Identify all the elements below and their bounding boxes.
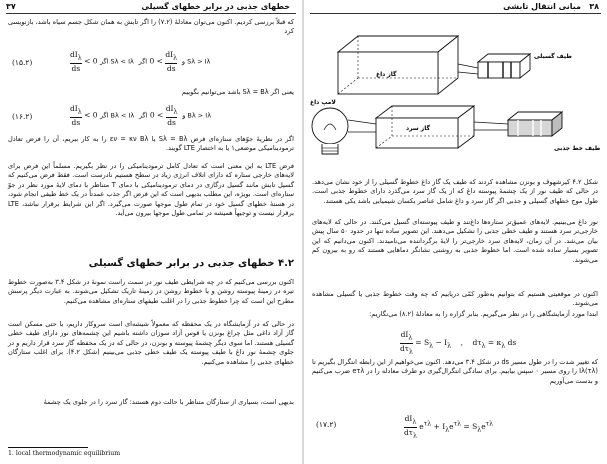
emission-spectrum-label: طیف گسیلی: [534, 53, 572, 60]
cold-gas-label: گاز سرد: [406, 125, 430, 132]
equation-15-2: $\frac{dI_\lambda}{ds}$ < 0 اگر Sλ < Iλ و $\frac{dI_\lambda}{ds}$ > 0 اگر Sλ > Iλ: [70, 50, 211, 73]
kirchhoff-bunsen-figure: [308, 18, 603, 170]
absorption-spectrum-label: طیف خط جذبی: [554, 145, 601, 152]
right-page: [304, 0, 607, 464]
equation-number: (۱۶.۲): [12, 112, 33, 121]
bridge-line: یعنی اگر Sλ = Bλ باشد می‌توانیم بگوییم: [181, 88, 294, 96]
hot-gas-box: [338, 36, 458, 94]
header-rule: [310, 13, 601, 14]
ray-line: [458, 72, 478, 74]
absorption-spectrum-panel: [508, 112, 562, 136]
equation-transfer: $\frac{dI_\lambda}{d\tau_\lambda}$ = $S_\lambda - I_\lambda$ , $d\tau_\lambda = \kappa_\lambda$ ds: [400, 330, 517, 355]
running-header: مبانی انتقال تابشی: [503, 2, 581, 11]
footnote: 1. local thermodynamic equilibrium: [8, 450, 121, 457]
paragraph-quantitative: اکنون در موقعیتی هستیم که بتوانیم به‌طور کمّی دریابیم که چه وقت خطوط جذبی یا گسیلی مشاهده می‌شوند.: [312, 290, 598, 308]
left-page: [0, 0, 302, 464]
page-number: ۳۸: [589, 2, 599, 11]
ray-line: [348, 120, 376, 124]
page-number: ۳۷: [6, 2, 16, 11]
paragraph-continuation: بدیهی است، بسیاری از ستارگان متناظر با حالت دوم هستند: گاز سرد را در جلوی یک چشمهٔ: [43, 398, 294, 406]
paragraph-lab-sources: در حالی که در آزمایشگاه در یک محفظه که معمولاً شیشه‌ای است سروکار داریم، یا حتی مسکن است گاز آزاد داغی مثل چراغ بونزن یا قوس آزاد سوزان داشته باشیم این چشمه‌های نور دارای طیف خطی گسیلی هستند. اما سوی دیگر چشمهٔ پیوسته و بونزن، در حالی که در یک محفظه گاز سرد قرار داریم و در جلوی چشمهٔ نور داغ با طیف پیوسته یک طیف خطی جذبی می‌بینیم (شکل ۴.۲). برای اغلب ستارگان خطهای جذبی را مشاهده می‌کنیم.: [8, 320, 294, 366]
paragraph-section-intro: اکنون بررسی می‌کنیم که در چه شرایطی طیف نور در سمت راست نمونهٔ در شکل ۳.۴ به‌صورت خطوط تیره در زمینهٔ پیوسته روشن و یا خطوط روشن در زمینهٔ تاریک تشکیل می‌شوند. به عبارت دیگر پرسش مطرح این است که چرا خطوط جذبی را در اغلب طیفهای ستاره‌ای مشاهده می‌کنیم.: [8, 278, 294, 305]
emission-spectrum-panel: [478, 54, 530, 78]
equation-16-2: $\frac{dI_\lambda}{ds}$ < 0 اگر Bλ < Iλ و $\frac{dI_\lambda}{ds}$ > 0 اگر Bλ > Iλ: [70, 104, 212, 127]
footnote-rule: [8, 447, 88, 448]
equation-17-2: $\frac{dI_\lambda}{d\tau_\lambda}$ $e^{\tau\lambda} + I_\lambda e^{\tau\lambda} = S_\lambda e^{\tau\lambda}$: [404, 414, 494, 439]
paragraph-reversing-layer: نور داغ می‌بینیم. لایه‌های عمیق‌تر ستاره‌ها داغ‌تند و طیف پیوسته‌ای گسیل می‌کنند. در حالی که لایه‌های خارجی‌تر سرد هستند و طیف خطی جذبی را تشکیل می‌دهند. این تصویر ساده تنها در حدود ۵۰ سال پیش بیان می‌شد. در آن زمان، لایه‌های سرد خارجی‌تر را لایهٔ برگرداننده می‌نامیدند. اکنون می‌دانیم که این تصویر بسیار ساده شده است. اما خطوط جذبی به روشنی نشانگر دماهایی هستند که رو به بیرون کم می‌شوند.: [312, 218, 598, 264]
running-header: خطهای جذبی در برابر خطهای گسیلی: [141, 2, 290, 11]
hot-lamp-label: لامپ داغ: [310, 99, 336, 106]
ray-line: [458, 64, 478, 68]
paragraph-lab-case: ابتدا مورد آزمایشگاهی را در نظر می‌گیریم. بنابر گزاره را به معادلهٔ (۸.۲) می‌نگاریم:: [369, 310, 598, 318]
paragraph-lte-definition: اگر در نظریهٔ جوّهای ستاره‌ای فرض Sλ = Bλ یا εν = κν Bλ را به کار ببریم، آن را فرض تعادل ترمودینامیکی موضعی۱ یا به اختصار LTE گویند.: [8, 135, 294, 153]
intro-paragraph: که قبلاً بررسی کردیم. اکنون می‌توان معادلهٔ (۷.۲) را اگر تابش به همان شکل جسم سیاه باشد، بازنویسی کرد: [8, 18, 294, 36]
paragraph-integration: که تغییر شدت را در طول مسیر ds در شکل ۳.۴ می‌دهد. اکنون می‌خواهیم از این رابطه انتگرال بگیریم تا Iλ(τλ) را روی مسیر ۰ سپس بیابیم. برای سادگی انتگرال‌گیری دو طرف معادله را در eτλ ضرب می‌کنیم و بدست می‌آوریم: [312, 358, 599, 385]
figure-caption: شکل ۴.۲ کیرشهوف و بونزن مشاهده کردند که طیف یک گاز داغ خطوط گسیلی را از خود نشان می‌دهد. در حالی که طیف نور از یک چشمهٔ پیوسته داغ که از یک گاز سرد می‌گذرد دارای خطوط جذبی است. طول موج خطهای گسیلی و جذبی اگر گاز سرد و داغ شامل عناصر یکسان شیمیایی باشد یکی هستند.: [312, 178, 598, 205]
ray-line: [474, 122, 508, 124]
header-rule: [6, 13, 296, 14]
hot-gas-label: گاز داغ: [376, 71, 397, 78]
equation-number: (۱۷.۲): [316, 420, 337, 429]
paragraph-lte-explanation: فرض LTE به این معنی است که تعادل کامل ترمودینامیکی را در نظر بگیریم. مسلماً این فرض برای لایه‌های خارجی ستاره که دارای اتلاف انرژی زیاد در سطح هستیم نادرست است. فقط فرض می‌کنیم که گسیل تابش مانند گسیل درگازی در دمای ترمودینامیکی با دمای T متناظر با دمای لایهٔ مورد نظر در جوّ ستاره‌ای است. بویژه، این مطلب بدیهی است که این فرض اگر جذب عمدتاً در یک خط طیفی انجام شود، در هستهٔ خطهای گسیل خود در تمام طول موجها صورت می‌گیرد. اگر این شرایط برقرار نباشد، LTE برقرار نیست و توجیهاً همیشه در تمامی طول موجها بیرون می‌آید.: [8, 162, 295, 218]
equation-number: (۱۵.۲): [12, 58, 33, 67]
section-heading: ۴.۲ خطهای جذبی در برابر خطهای گسیلی: [88, 258, 294, 269]
hot-lamp-bulb: [312, 108, 348, 154]
